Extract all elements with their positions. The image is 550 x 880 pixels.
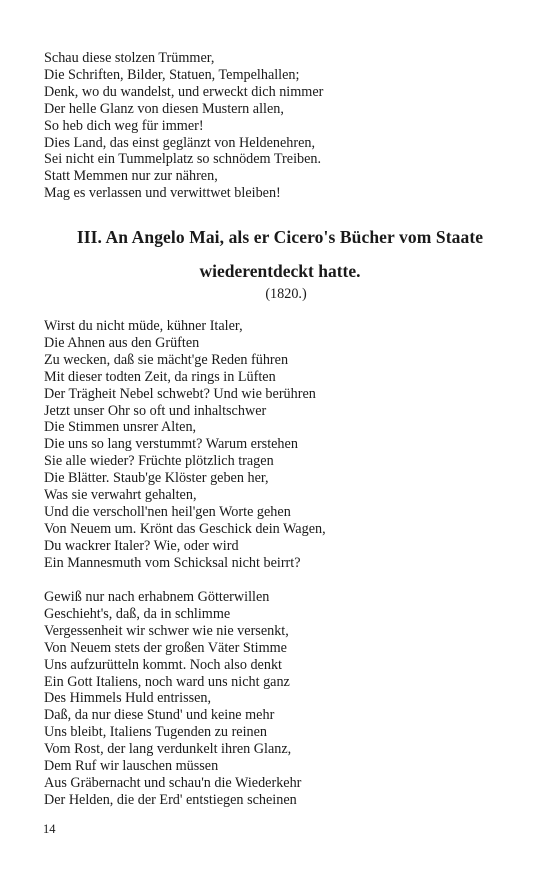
- poem-line: Dem Ruf wir lauschen müssen: [44, 758, 219, 775]
- poem-line: Die Blätter. Staub'ge Klöster geben her,: [44, 470, 269, 487]
- poem-line: Was sie verwahrt gehalten,: [44, 487, 197, 504]
- poem-line: Zu wecken, daß sie mächt'ge Reden führen: [44, 351, 289, 368]
- poem-line: Von Neuem stets der großen Väter Stimme: [44, 639, 287, 656]
- poem-line: Uns bleibt, Italiens Tugenden zu reinen: [44, 724, 268, 741]
- poem-line: Des Himmels Huld entrissen,: [44, 690, 212, 707]
- poem-line: Die Stimmen unsrer Alten,: [44, 419, 197, 436]
- poem-line: Schau diese stolzen Trümmer,: [44, 50, 215, 66]
- poem-line: Dies Land, das einst geglänzt von Heldenehren,: [44, 134, 316, 151]
- poem-line: Vergessenheit wir schwer wie nie versenkt,: [44, 622, 289, 639]
- poem-stanza-second: [44, 589, 301, 809]
- poem-line: Uns aufzurütteln kommt. Noch also denkt: [44, 656, 282, 673]
- poem-line: Sei nicht ein Tummelplatz so schnödem Treiben.: [44, 151, 322, 168]
- poem-line: Geschieht's, daß, da in schlimme: [44, 605, 231, 622]
- poem-line: Ein Gott Italiens, noch ward uns nicht ganz: [44, 673, 290, 690]
- poem-line: Mit dieser todten Zeit, da rings in Lüften: [44, 368, 276, 385]
- poem-line: Du wackrer Italer? Wie, oder wird: [44, 537, 239, 554]
- poem-line: Aus Gräbernacht und schau'n die Wiederkehr: [44, 774, 302, 791]
- poem-line: Die Ahnen aus den Grüften: [44, 334, 200, 351]
- poem-line: Statt Memmen nur zur nähren,: [44, 168, 218, 185]
- poem-line: Mag es verlassen und verwittwet bleiben!: [44, 185, 281, 202]
- poem-line: Wirst du nicht müde, kühner Italer,: [44, 318, 243, 334]
- poem-year: (1820.): [265, 286, 307, 302]
- poem-line: Jetzt unser Ohr so oft und inhaltschwer: [44, 402, 267, 419]
- poem-line: So heb dich weg für immer!: [44, 117, 204, 134]
- poem-line: Die uns so lang verstummt? Warum erstehen: [44, 436, 298, 453]
- poem-line: Der helle Glanz von diesen Mustern allen,: [44, 100, 284, 117]
- poem-title-continued: wiederentdeckt hatte.: [199, 261, 361, 281]
- poem-line: Von Neuem um. Krönt das Geschick dein Wagen,: [44, 520, 326, 537]
- poem-line: Daß, da nur diese Stund' und keine mehr: [44, 707, 275, 724]
- poem-line: Denk, wo du wandelst, und erweckt dich nimmer: [44, 83, 324, 100]
- poem-stanza-closing: [44, 50, 323, 202]
- poem-line: Die Schriften, Bilder, Statuen, Tempelhallen;: [44, 66, 300, 83]
- poem-title: III. An Angelo Mai, als er Cicero's Bücher vom Staate: [76, 227, 484, 247]
- page-number: 14: [43, 822, 56, 836]
- poem-line: Gewiß nur nach erhabnem Götterwillen: [44, 589, 270, 605]
- poem-line: Und die verscholl'nen heil'gen Worte gehen: [44, 503, 291, 520]
- poem-line: Der Helden, die der Erd' entstiegen scheinen: [44, 791, 297, 808]
- poem-line: Der Trägheit Nebel schwebt? Und wie berühren: [44, 385, 316, 402]
- poem-line: Vom Rost, der lang verdunkelt ihren Glanz,: [44, 741, 292, 758]
- poem-line: Sie alle wieder? Früchte plötzlich tragen: [44, 453, 274, 470]
- poem-stanza-first: [44, 318, 326, 572]
- poem-line: Ein Mannesmuth vom Schicksal nicht beirrt?: [44, 554, 301, 571]
